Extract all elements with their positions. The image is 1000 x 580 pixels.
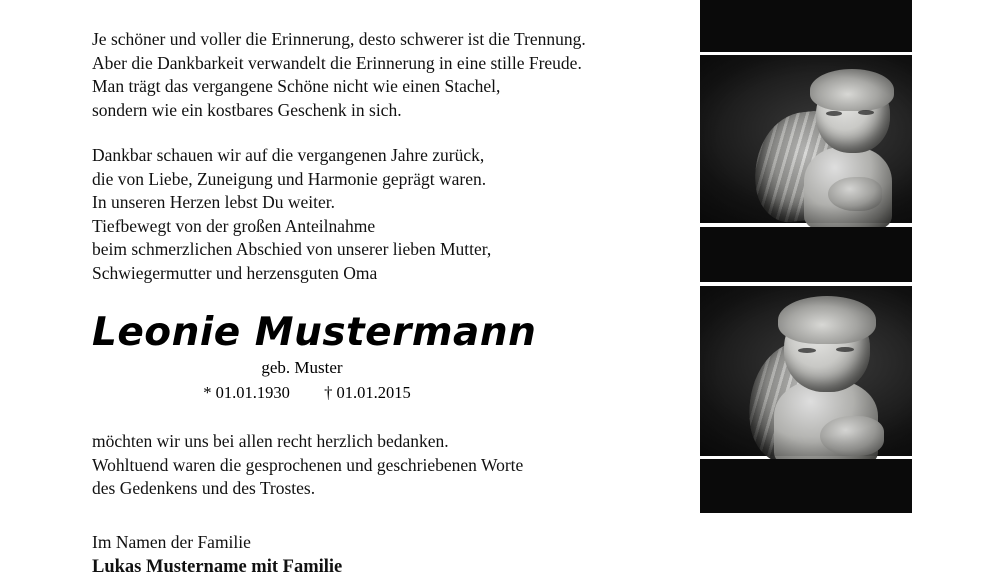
angel-arm [820, 416, 884, 456]
closing-family: Lukas Mustername mit Familie [92, 554, 672, 580]
black-band-top [700, 0, 912, 52]
angel-photo-lower [700, 286, 912, 456]
image-strip [700, 0, 912, 513]
angel-photo-upper [700, 55, 912, 223]
memorial-text-column [92, 28, 672, 580]
cherub-angel-figure [754, 302, 904, 462]
angel-hair [778, 296, 876, 344]
birth-date: * 01.01.1930 [203, 383, 290, 402]
deceased-name: Leonie Mustermann [92, 311, 672, 355]
closing-intro: Im Namen der Familie [92, 531, 672, 555]
angel-eye-right [858, 110, 874, 115]
deceased-name-block [92, 311, 672, 404]
life-dates [92, 382, 672, 404]
verse-line: sondern wie ein kostbares Geschenk in sich. [92, 99, 672, 123]
verse-line: Aber die Dankbarkeit verwandelt die Erinnerung in eine stille Freude. [92, 52, 672, 76]
thanks-line: des Gedenkens und des Trostes. [92, 477, 672, 501]
verse-line: Je schöner und voller die Erinnerung, desto schwerer ist die Trennung. [92, 28, 672, 52]
gratitude-line: die von Liebe, Zuneigung und Harmonie geprägt waren. [92, 168, 672, 192]
maiden-name: geb. Muster [92, 357, 672, 379]
thanks-line: möchten wir uns bei allen recht herzlich bedanken. [92, 430, 672, 454]
cherub-angel-figure [754, 69, 904, 229]
angel-photo-upper-canvas [700, 55, 912, 223]
angel-eye-left [798, 348, 816, 353]
angel-hair [810, 69, 894, 111]
gratitude-line: Tiefbewegt von der großen Anteilnahme [92, 215, 672, 239]
spacer [92, 122, 672, 144]
angel-photo-lower-canvas [700, 286, 912, 456]
verse-block [92, 28, 672, 122]
angel-eye-left [826, 111, 842, 116]
gratitude-line: In unseren Herzen lebst Du weiter. [92, 191, 672, 215]
gratitude-line: beim schmerzlichen Abschied von unserer lieben Mutter, [92, 238, 672, 262]
gratitude-block [92, 144, 672, 285]
verse-line: Man trägt das vergangene Schöne nicht wie einen Stachel, [92, 75, 672, 99]
angel-eye-right [836, 347, 854, 352]
thanks-block [92, 430, 672, 501]
black-band-bottom [700, 459, 912, 513]
closing-block [92, 531, 672, 580]
death-date: † 01.01.2015 [324, 383, 411, 402]
gratitude-line: Dankbar schauen wir auf die vergangenen Jahre zurück, [92, 144, 672, 168]
angel-arm [828, 177, 882, 211]
thanks-line: Wohltuend waren die gesprochenen und geschriebenen Worte [92, 454, 672, 478]
gratitude-line: Schwiegermutter und herzensguten Oma [92, 262, 672, 286]
black-band-middle [700, 227, 912, 282]
